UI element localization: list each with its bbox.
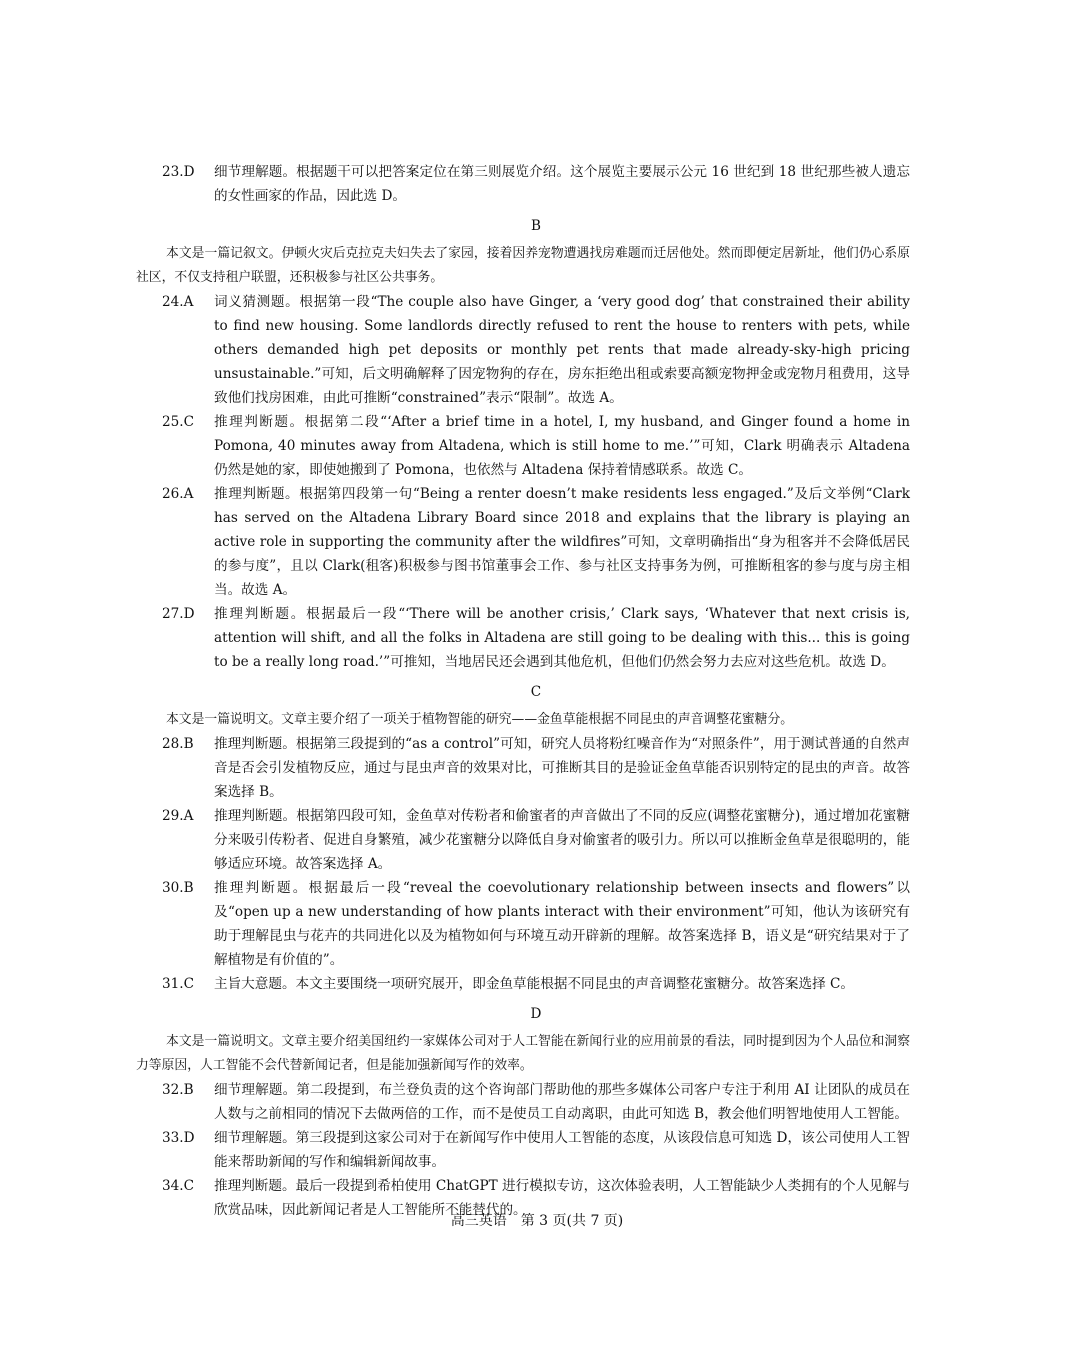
section-intro-b: 本文是一篇记叙文。伊顿火灾后克拉克夫妇失去了家园，接着因养宠物遭遇找房难题而迁居他处。然而即便定居新址，他们仍心系原社区，不仅支持租户联盟，还积极参与社区公共事务。 [136,246,910,285]
answer-explanation: 推理判断题。根据第四段第一句“Being a renter doesn’t make residents less engaged.”及后文举例“Clark has served on the Altadena Library Board since 2018 and explains that the library is playing an active role in supporting the community after the wildfires”可知，文章明确指出“身为租客并不会降低居民的参与度”，且以 Clark(租客)积极参与图书馆董事会工作、参与社区支持事务为例，可推断租客的参与度与房主相当。故选 A。 [214,486,910,598]
answer-item-25: 25.C 推理判断题。根据第二段“‘After a brief time in a hotel, I, my husband, and Ginger found a home in Pomona, 40 minutes away from Altadena, which is still home to me.’”可知，Clark 明确表示 Altadena 仍然是她的家，即使她搬到了 Pomona，也依然与 Altadena 保持着情感联系。故选 C。 [162,410,910,482]
answer-explanation: 细节理解题。第二段提到，布兰登负责的这个咨询部门帮助他的那些多媒体公司客户专注于利用 AI 让团队的成员在人数与之前相同的情况下去做两倍的工作，而不是使员工自动离职，由此可知选 B，教会他们明智地使用人工智能。 [214,1082,910,1122]
answer-item-34: 34.C 推理判断题。最后一段提到希柏使用 ChatGPT 进行模拟专访，这次体验表明，人工智能缺少人类拥有的个人见解与欣赏品味，因此新闻记者是人工智能所不能替代的。 [162,1174,910,1222]
answer-explanation: 推理判断题。根据第二段“‘After a brief time in a hotel, I, my husband, and Ginger found a home in Pomona, 40 minutes away from Altadena, which is still home to me.’”可知，Clark 明确表示 Altadena 仍然是她的家，即使她搬到了 Pomona，也依然与 Altadena 保持着情感联系。故选 C。 [214,414,910,478]
answer-item-29: 29.A 推理判断题。根据第四段可知，金鱼草对传粉者和偷蜜者的声音做出了不同的反应(调整花蜜糖分)，通过增加花蜜糖分来吸引传粉者、促进自身繁殖，减少花蜜糖分以降低自身对偷蜜者的吸引力。所以可以推断金鱼草是很聪明的，能够适应环境。故答案选择 A。 [162,804,910,876]
answer-item-26: 26.A 推理判断题。根据第四段第一句“Being a renter doesn’t make residents less engaged.”及后文举例“Clark has served on the Altadena Library Board since 2018 and explains that the library is playing an active role in supporting the community after the wildfires”可知，文章明确指出“身为租客并不会降低居民的参与度”，且以 Clark(租客)积极参与图书馆董事会工作、参与社区支持事务为例，可推断租客的参与度与房主相当。故选 A。 [162,482,910,602]
section-intro-d: 本文是一篇说明文。文章主要介绍美国纽约一家媒体公司对于人工智能在新闻行业的应用前景的看法，同时提到因为个人品位和洞察力等原因，人工智能不会代替新闻记者，但是能加强新闻写作的效率。 [136,1034,910,1073]
answer-item-28: 28.B 推理判断题。根据第三段提到的“as a control”可知，研究人员将粉红噪音作为“对照条件”，用于测试普通的自然声音是否会引发植物反应，通过与昆虫声音的效果对比，可推断其目的是验证金鱼草能否识别特定的昆虫的声音。故答案选择 B。 [162,732,910,804]
section-heading-b: B [531,218,541,234]
answer-explanation: 主旨大意题。本文主要围绕一项研究展开，即金鱼草能根据不同昆虫的声音调整花蜜糖分。故答案选择 C。 [214,976,855,992]
section-heading-c: C [530,684,542,700]
answer-explanation: 推理判断题。根据第四段可知，金鱼草对传粉者和偷蜜者的声音做出了不同的反应(调整花蜜糖分)，通过增加花蜜糖分来吸引传粉者、促进自身繁殖，减少花蜜糖分以降低自身对偷蜜者的吸引力。所以可以推断金鱼草是很聪明的，能够适应环境。故答案选择 A。 [214,808,910,872]
answer-item-30: 30.B 推理判断题。根据最后一段“reveal the coevolutionary relationship between insects and flowers”以及“open up a new understanding of how plants interact with their environment”可知，他认为该研究有助于理解昆虫与花卉的共同进化以及为植物如何与环境互动开辟新的理解。故答案选择 B，语义是“研究结果对于了解植物是有价值的”。 [162,876,910,972]
answer-item-33: 33.D 细节理解题。第三段提到这家公司对于在新闻写作中使用人工智能的态度，从该段信息可知选 D，该公司使用人工智能来帮助新闻的写作和编辑新闻故事。 [162,1126,910,1174]
answer-explanation: 细节理解题。第三段提到这家公司对于在新闻写作中使用人工智能的态度，从该段信息可知选 D，该公司使用人工智能来帮助新闻的写作和编辑新闻故事。 [214,1130,910,1170]
answer-explanation: 推理判断题。根据第三段提到的“as a control”可知，研究人员将粉红噪音作为“对照条件”，用于测试普通的自然声音是否会引发植物反应，通过与昆虫声音的效果对比，可推断其目的是验证金鱼草能否识别特定的昆虫的声音。故答案选择 B。 [214,736,910,800]
answer-content [136,160,910,1222]
answer-explanation: 推理判断题。最后一段提到希柏使用 ChatGPT 进行模拟专访，这次体验表明，人工智能缺少人类拥有的个人见解与欣赏品味，因此新闻记者是人工智能所不能替代的。 [214,1178,910,1218]
answer-explanation: 词义猜测题。根据第一段“The couple also have Ginger, a ‘very good dog’ that constrained their ability to find new housing. Some landlords directly refused to rent the house to renters with pets, while others demanded high pet deposits or monthly pet rents that made already-sky-high pricing unsustainable.”可知，后文明确解释了因宠物狗的存在，房东拒绝出租或索要高额宠物押金或宠物月租费用，这导致他们找房困难，由此可推断“constrained”表示“限制”。故选 A。 [214,294,910,406]
answer-explanation: 细节理解题。根据题干可以把答案定位在第三则展览介绍。这个展览主要展示公元 16 世纪到 18 世纪那些被人遗忘的女性画家的作品，因此选 D。 [214,164,910,204]
answer-item-31: 31.C 主旨大意题。本文主要围绕一项研究展开，即金鱼草能根据不同昆虫的声音调整花蜜糖分。故答案选择 C。 [162,972,910,996]
section-heading-d: D [530,1006,542,1022]
answer-item-27: 27.D 推理判断题。根据最后一段“‘There will be another crisis,’ Clark says, ‘Whatever that next crisis is, attention will shift, and all the folks in Altadena are still going to be dealing with this... this is going to be a really long road.’”可推知，当地居民还会遇到其他危机，但他们仍然会努力去应对这些危机。故选 D。 [162,602,910,674]
answer-item-24: 24.A 词义猜测题。根据第一段“The couple also have Ginger, a ‘very good dog’ that constrained their ability to find new housing. Some landlords directly refused to rent the house to renters with pets, while others demanded high pet deposits or monthly pet rents that made already-sky-high pricing unsustainable.”可知，后文明确解释了因宠物狗的存在，房东拒绝出租或索要高额宠物押金或宠物月租费用，这导致他们找房困难，由此可推断“constrained”表示“限制”。故选 A。 [162,290,910,410]
page-footer: 高三英语 第 3 页(共 7 页) [450,1213,624,1229]
answer-item-32: 32.B 细节理解题。第二段提到，布兰登负责的这个咨询部门帮助他的那些多媒体公司客户专注于利用 AI 让团队的成员在人数与之前相同的情况下去做两倍的工作，而不是使员工自动离职，由此可知选 B，教会他们明智地使用人工智能。 [162,1078,910,1126]
answer-explanation: 推理判断题。根据最后一段“‘There will be another crisis,’ Clark says, ‘Whatever that next crisis is, attention will shift, and all the folks in Altadena are still going to be dealing with this... this is going to be a really long road.’”可推知，当地居民还会遇到其他危机，但他们仍然会努力去应对这些危机。故选 D。 [214,606,910,670]
section-intro-c: 本文是一篇说明文。文章主要介绍了一项关于植物智能的研究——金鱼草能根据不同昆虫的声音调整花蜜糖分。 [166,712,794,727]
answer-explanation: 推理判断题。根据最后一段“reveal the coevolutionary relationship between insects and flowers”以及“open up a new understanding of how plants interact with their environment”可知，他认为该研究有助于理解昆虫与花卉的共同进化以及为植物如何与环境互动开辟新的理解。故答案选择 B，语义是“研究结果对于了解植物是有价值的”。 [214,880,910,968]
answer-item-23: 23.D 细节理解题。根据题干可以把答案定位在第三则展览介绍。这个展览主要展示公元 16 世纪到 18 世纪那些被人遗忘的女性画家的作品，因此选 D。 [162,160,910,208]
